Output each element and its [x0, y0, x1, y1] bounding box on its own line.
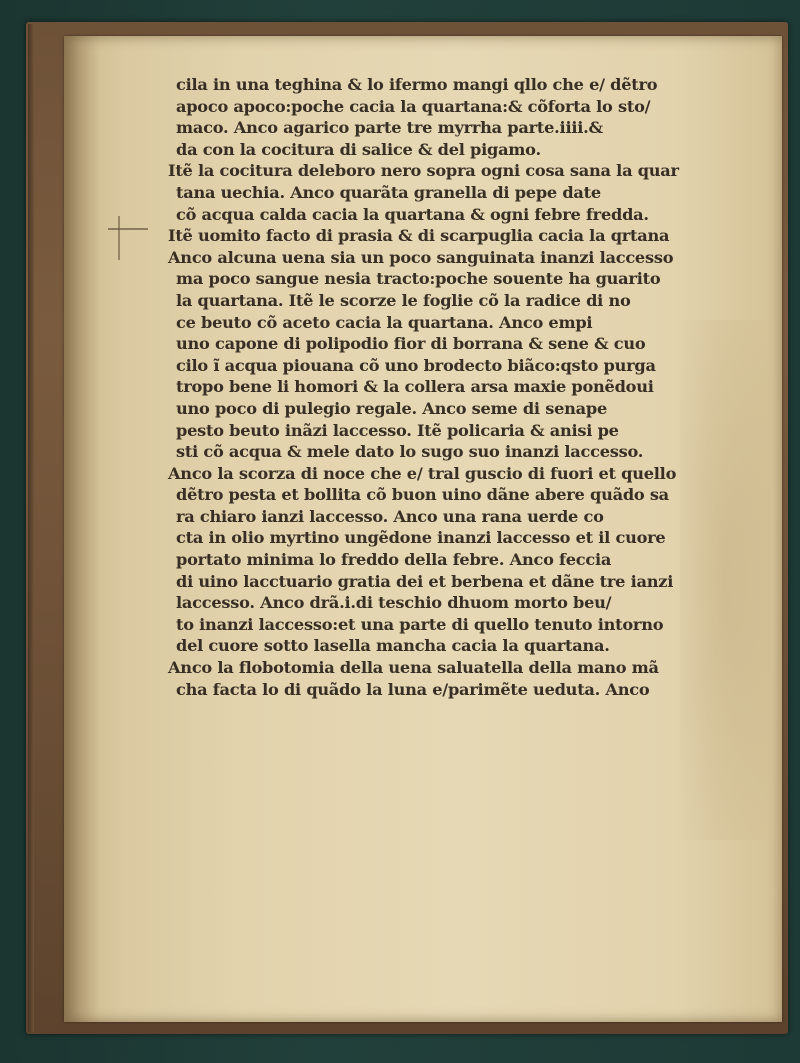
page-damage-mark: [108, 228, 148, 230]
text-line: Anco la scorza di noce che e/ tral guscio di fuori et quello: [168, 463, 677, 483]
text-line: Anco alcuna uena sia un poco sanguinata inanzi laccesso: [168, 247, 674, 267]
text-line: ma poco sangue nesia tracto:poche souente ha guarito: [176, 269, 661, 289]
text-line: ce beuto cõ aceto cacia la quartana. Anco empi: [176, 312, 593, 332]
text-line: cilo ĩ acqua piouana cõ uno brodecto biãco:qsto purga: [176, 355, 656, 375]
text-line: to inanzi laccesso:et una parte di quello tenuto intorno: [176, 614, 664, 634]
text-line: la quartana. Itẽ le scorze le foglie cõ la radice di no: [176, 290, 631, 310]
text-line: da con la cocitura di salice & del pigamo.: [176, 139, 541, 159]
text-line: portato minima lo freddo della febre. Anco feccia: [176, 550, 612, 570]
text-line: cõ acqua calda cacia la quartana & ogni febre fredda.: [176, 204, 649, 224]
book-cover-edge: [28, 24, 34, 1032]
text-line: tana uechia. Anco quarãta granella di pepe date: [176, 182, 601, 202]
page-gutter-shadow: [64, 36, 100, 1022]
text-line: cha facta lo di quãdo la luna e/parimẽte ueduta. Anco: [176, 679, 650, 699]
text-line: cta in olio myrtino ungẽdone inanzi laccesso et il cuore: [176, 528, 666, 548]
text-line: maco. Anco agarico parte tre myrrha parte.iiii.&: [176, 118, 603, 138]
text-line: uno capone di polipodio fior di borrana & sene & cuo: [176, 334, 646, 354]
text-line: Itẽ la cocitura deleboro nero sopra ogni cosa sana la quar: [168, 161, 679, 181]
text-block: [168, 74, 716, 700]
text-line: tropo bene li homori & la collera arsa maxie ponẽdoui: [176, 377, 654, 397]
text-line: del cuore sotto lasella mancha cacia la quartana.: [176, 636, 610, 656]
text-line: apoco apoco:poche cacia la quartana:& cõforta lo sto/: [176, 96, 651, 116]
text-line: pesto beuto inãzi laccesso. Itẽ policaria & anisi pe: [176, 420, 619, 440]
text-line: dẽtro pesta et bollita cõ buon uino dãne abere quãdo sa: [176, 485, 669, 505]
text-line: ra chiaro ianzi laccesso. Anco una rana uerde co: [176, 506, 604, 526]
text-line: sti cõ acqua & mele dato lo sugo suo inanzi laccesso.: [176, 442, 644, 462]
text-line: uno poco di pulegio regale. Anco seme di senape: [176, 398, 608, 418]
text-line: Anco la flobotomia della uena saluatella della mano mã: [168, 658, 659, 678]
text-line: cila in una teghina & lo ifermo mangi qllo che e/ dẽtro: [176, 75, 658, 94]
text-line: laccesso. Anco drã.i.di teschio dhuom morto beu/: [176, 593, 612, 613]
page-damage-mark-vertical: [118, 216, 120, 260]
text-line: di uino lacctuario gratia dei et berbena et dãne tre ianzi: [176, 571, 674, 591]
text-line: Itẽ uomito facto di prasia & di scarpuglia cacia la qrtana: [168, 226, 670, 246]
